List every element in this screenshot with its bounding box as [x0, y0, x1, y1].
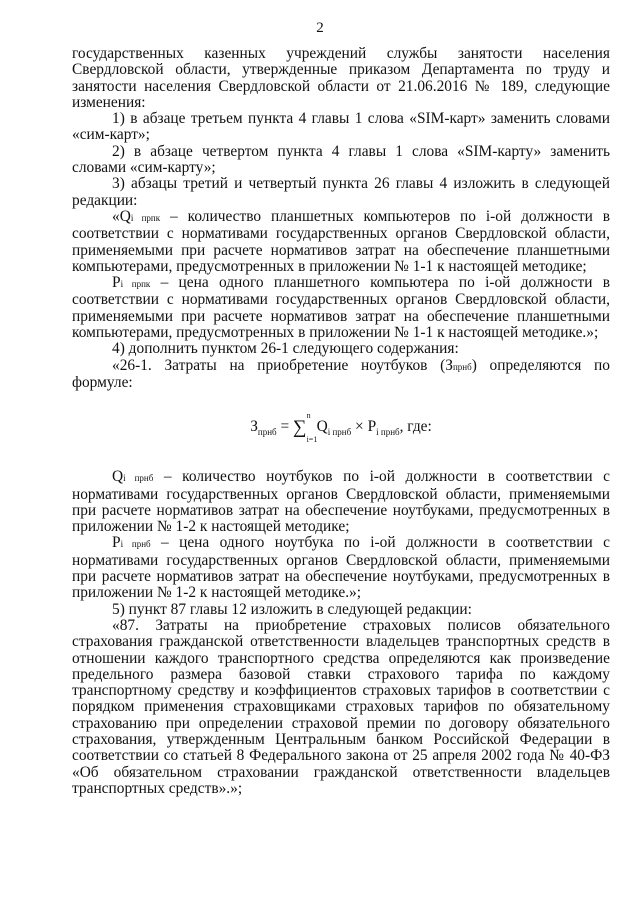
symbol-p: P: [112, 274, 121, 292]
paragraph-p-prpk: [72, 275, 610, 341]
paragraph-p-prnb: [72, 535, 610, 601]
paragraph-intro: государственных казенных учреждений службы занятости населения Свердловской области, утвержденные приказом Департамента по труду и занятости населения Свердловской области от 21.06.2016 № 189, следующие изменения:: [72, 45, 610, 111]
paragraph-26-1: [72, 358, 610, 392]
paragraph-text: – количество ноутбуков по i-ой должности в соответствии с нормативами государственных органов Свердловской области, применяемыми при расчете нормативов затрат на обеспечение ноутбуками, предусмотренных в приложении № 1-2 к настоящей методике;: [72, 468, 610, 536]
paragraph-q-prnb: [72, 469, 610, 535]
paragraph-87: «87. Затраты на приобретение страховых полисов обязательного страхования гражданской ответственности владельцев транспортных средств в отношении каждого транспортного средства определяются как произведение предельного размера базовой ставки страхового тарифа по каждому транспортному средству и коэффициентов страховых тарифов в соответствии с порядком применения страховщиками страховых тарифов по обязательному страхованию при определении страховой премии по договору обязательного страхования, утвержденным Центральным банком Российской Федерации в соответствии со статьей 8 Федерального закона от 25 апреля 2002 года № 40-ФЗ «Об обязательном страховании гражданской ответственности владельцев транспортных средств».»;: [72, 616, 610, 797]
symbol-subscript: прнб: [452, 361, 472, 372]
formula-q-subscript: i прнб: [327, 427, 352, 438]
paragraph-q-prpk: [72, 209, 610, 275]
page-number: 2: [316, 20, 324, 36]
paragraph-text: «26-1. Затраты на приобретение ноутбуков (З: [112, 356, 453, 374]
paragraph-item-1: 1) в абзаце третьем пункта 4 главы 1 слова «SIM-карт» заменить словами «сим-карт»;: [72, 110, 610, 144]
document-body: [72, 46, 610, 797]
paragraph-item-3: 3) абзацы третий и четвертый пункта 26 главы 4 изложить в следующей редакции:: [72, 175, 610, 209]
formula-times: ×: [351, 418, 368, 436]
symbol-subscript: i прнб: [120, 539, 151, 550]
symbol-q: «Q: [112, 207, 131, 225]
symbol-subscript: i прпк: [130, 212, 161, 223]
formula-sum-limits: [306, 410, 318, 444]
symbol-p: P: [112, 534, 121, 552]
formula-p-subscript: i прнб: [376, 427, 400, 438]
symbol-subscript: i прпк: [120, 279, 151, 290]
symbol-subscript: i прнб: [123, 473, 154, 484]
symbol-q: Q: [112, 468, 124, 486]
formula-p: P: [367, 418, 377, 436]
formula-sum-upper: n: [306, 410, 311, 420]
formula-sum-sign: ∑: [293, 417, 307, 439]
formula-equals: =: [276, 418, 294, 436]
formula-lhs-subscript: прнб: [257, 427, 277, 438]
paragraph-item-4: 4) дополнить пунктом 26-1 следующего содержания:: [112, 340, 459, 358]
paragraph-text: – количество планшетных компьютеров по i-ой должности в соответствии с нормативами государственных органов Свердловской области, применяемыми при расчете нормативов затрат на обеспечение планшетными компьютерами, предусмотренных в приложении № 1-1 к настоящей методике;: [72, 207, 610, 275]
paragraph-text: – цена одного ноутбука по i-ой должности в соответствии с нормативами государственных органов Свердловской области, применяемыми при расчете нормативов затрат на обеспечение ноутбуками, предусмотренных в приложении № 1-2 к настоящей методике.»;: [72, 534, 611, 602]
formula-lhs: З: [250, 418, 258, 436]
formula-sum-lower: i=1: [306, 434, 318, 444]
paragraph-item-5: 5) пункт 87 главы 12 изложить в следующей редакции:: [112, 600, 472, 618]
formula: [72, 410, 610, 444]
paragraph-item-2: 2) в абзаце четвертом пункта 4 главы 1 слова «SIM-карту» заменить словами «сим-карту»;: [72, 142, 610, 177]
paragraph-text: ) определяются по формуле:: [72, 356, 610, 391]
formula-tail: , где:: [399, 418, 432, 436]
formula-q: Q: [316, 418, 328, 436]
paragraph-text: – цена одного планшетного компьютера по i-ой должности в соответствии с нормативами государственных органов Свердловской области, применяемыми при расчете нормативов затрат на обеспечение планшетными компьютерами, предусмотренных в приложении № 1-1 к настоящей методике.»;: [72, 274, 610, 342]
